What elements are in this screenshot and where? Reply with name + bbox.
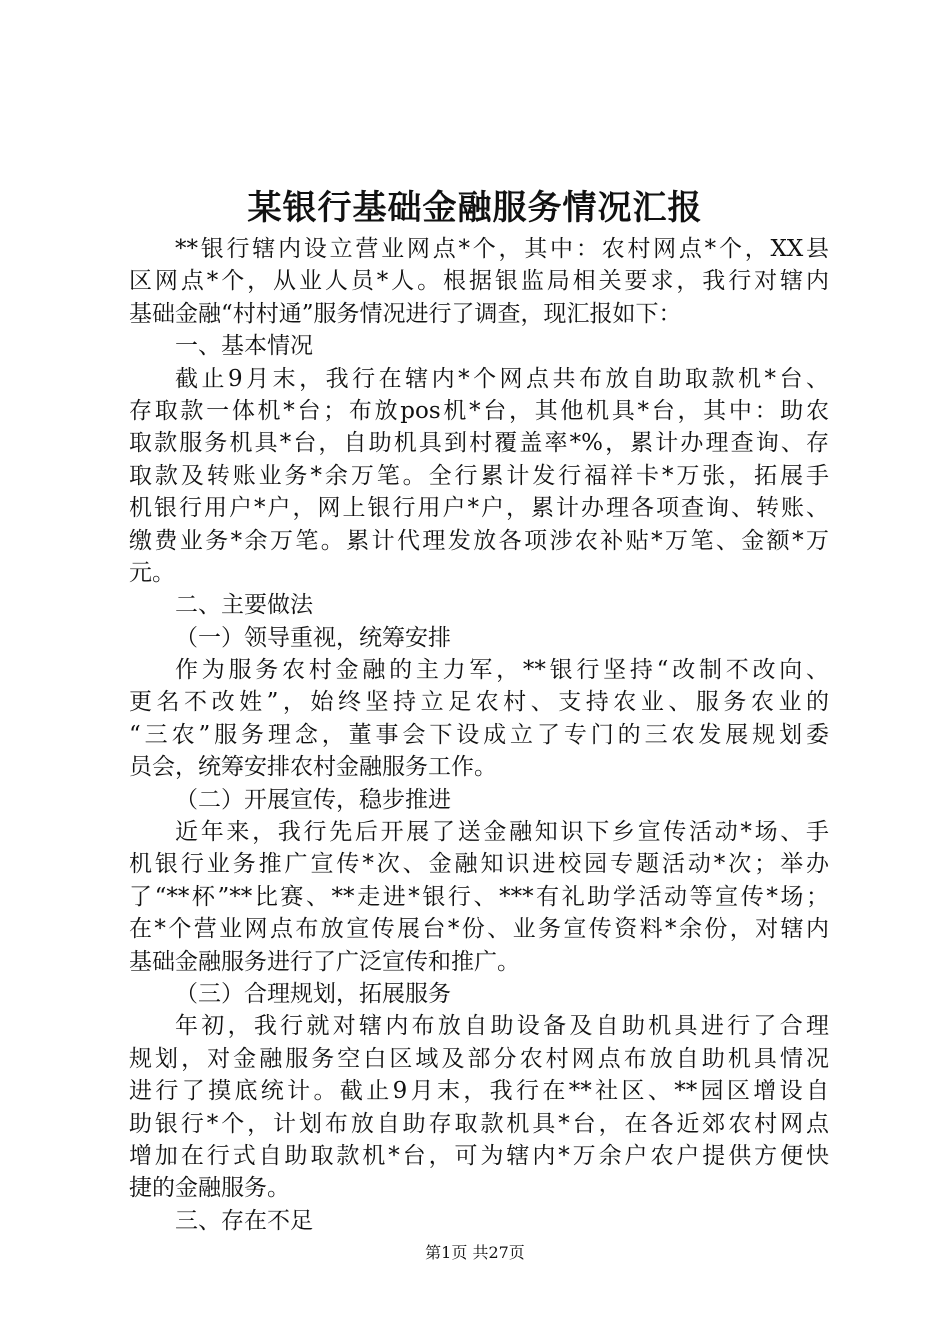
subsection-heading: （二）开展宣传，稳步推进 (175, 786, 451, 813)
text-line: 截止9月末，我行在辖内*个网点共布放自助取款机*台、 (175, 365, 829, 392)
text-line: **银行辖内设立营业网点*个，其中：农村网点*个，XX县 (175, 236, 829, 262)
section-heading: 二、主要做法 (175, 592, 313, 619)
page-number: 第1页 共27页 (425, 1243, 525, 1262)
document-body (129, 233, 829, 1237)
text-line: “三农”服务理念，董事会下设成立了专门的三农发展规划委 (129, 721, 829, 748)
text-line: 捷的金融服务。 (129, 1175, 290, 1202)
page-title: 某银行基础金融服务情况汇报 (247, 188, 703, 228)
text-line: 元。 (129, 559, 175, 586)
text-line: 机银行用户*户，网上银行用户*户，累计办理各项查询、转账、 (129, 495, 829, 522)
text-line: 取款及转账业务*余万笔。全行累计发行福祥卡*万张，拓展手 (129, 462, 829, 489)
text-line: 规划，对金融服务空白区域及部分农村网点布放自助机具情况 (129, 1045, 829, 1072)
text-line: 进行了摸底统计。截止9月末，我行在**社区、**园区增设自 (129, 1078, 829, 1105)
text-line: 取款服务机具*台，自助机具到村覆盖率*%，累计办理查询、存 (129, 430, 829, 457)
text-line: 年初，我行就对辖内布放自助设备及自助机具进行了合理 (175, 1013, 829, 1040)
text-line: 区网点*个，从业人员*人。根据银监局相关要求，我行对辖内 (129, 268, 829, 295)
text-line: 机银行业务推广宣传*次、金融知识进校园专题活动*次；举办 (129, 851, 829, 878)
text-line: 基础金融“村村通”服务情况进行了调查，现汇报如下： (129, 300, 682, 327)
text-line: 近年来，我行先后开展了送金融知识下乡宣传活动*场、手 (175, 819, 829, 846)
text-line: 缴费业务*余万笔。累计代理发放各项涉农补贴*万笔、金额*万 (129, 527, 829, 554)
text-line: 更名不改姓”，始终坚持立足农村、支持农业、服务农业的 (129, 689, 829, 716)
text-line: 在*个营业网点布放宣传展台*份、业务宣传资料*余份，对辖内 (129, 916, 829, 943)
text-line: 增加在行式自助取款机*台，可为辖内*万余户农户提供方便快 (129, 1142, 829, 1169)
section-heading: 一、基本情况 (175, 333, 313, 360)
text-line: 存取款一体机*台；布放pos机*台，其他机具*台，其中：助农 (129, 397, 829, 424)
text-line: 基础金融服务进行了广泛宣传和推广。 (129, 948, 520, 975)
text-line: 作为服务农村金融的主力军，**银行坚持“改制不改向、 (175, 657, 829, 684)
text-line: 了“**杯”**比赛、**走进*银行、***有礼助学活动等宣传*场； (129, 883, 829, 910)
text-line: 员会，统筹安排农村金融服务工作。 (129, 754, 497, 781)
text-line: 助银行*个，计划布放自助存取款机具*台，在各近郊农村网点 (129, 1110, 829, 1137)
subsection-heading: （一）领导重视，统筹安排 (175, 624, 451, 651)
section-heading: 三、存在不足 (175, 1207, 313, 1234)
subsection-heading: （三）合理规划，拓展服务 (175, 980, 451, 1007)
